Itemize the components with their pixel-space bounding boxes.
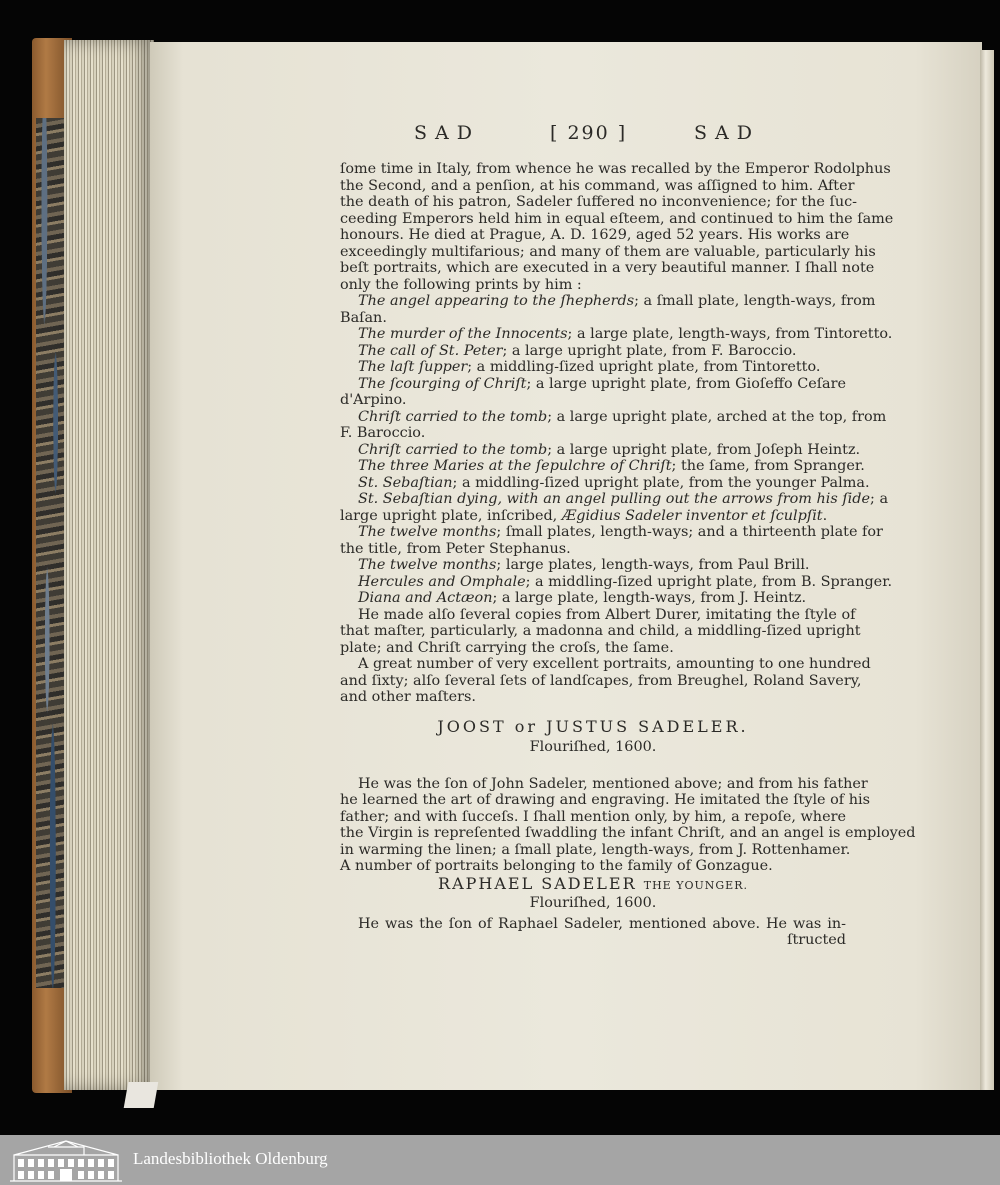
page-edges bbox=[64, 40, 154, 1090]
text-line: The murder of the Innocents; a large plate, length-ways, from Tintoretto. bbox=[358, 326, 893, 342]
text-line: he learned the art of drawing and engraving. He imitated the ſtyle of his bbox=[340, 792, 870, 809]
text-line: A number of portraits belonging to the family of Gonzague. bbox=[340, 858, 773, 874]
text-line: The twelve months; ſmall plates, length-ways; and a thirteenth plate for bbox=[358, 524, 883, 540]
text-line: d'Arpino. bbox=[340, 392, 407, 408]
library-name: Landesbibliothek Oldenburg bbox=[133, 1149, 328, 1168]
text-line: The laſt ſupper; a middling-ſized upright plate, from Tintoretto. bbox=[358, 359, 821, 375]
text-line: He was the ſon of John Sadeler, mentioned above; and from his father bbox=[358, 776, 868, 792]
text-line: that maſter, particularly, a madonna and child, a middling-ſized upright bbox=[340, 623, 861, 639]
text-line: Chriſt carried to the tomb; a large upright plate, arched at the top, from bbox=[358, 408, 887, 425]
text-line: large upright plate, inſcribed, Ægidius Sadeler inventor et ſculpſit. bbox=[340, 507, 828, 524]
text-line: St. Sebaſtian; a middling-ſized upright plate, from the younger Palma. bbox=[358, 474, 870, 491]
text-line: only the following prints by him : bbox=[340, 276, 582, 293]
text-line: the Virgin is repreſented ſwaddling the infant Chriſt, and an angel is employed bbox=[340, 825, 916, 842]
text-line: in warming the linen; a ſmall plate, length-ways, from J. Rottenhamer. bbox=[340, 841, 851, 858]
text-line: ceeding Emperors held him in equal eſteem, and continued to him the ſame bbox=[340, 210, 894, 227]
paper-marker bbox=[124, 1082, 159, 1108]
heading-joost-sadeler: JOOST or JUSTUS SADELER. bbox=[437, 717, 749, 736]
text-line: the title, from Peter Stephanus. bbox=[340, 540, 571, 557]
heading-raphael-suffix: THE YOUNGER. bbox=[643, 879, 748, 892]
text-line: plate; and Chriſt carrying the croſs, the ſame. bbox=[340, 639, 674, 656]
heading-raphael-sadeler bbox=[340, 874, 846, 893]
text-line: The ſcourging of Chriſt; a large upright plate, from Gioſeffo Ceſare bbox=[358, 375, 847, 392]
text-line: Diana and Actæon; a large plate, length-ways, from J. Heintz. bbox=[358, 590, 807, 606]
text-line: A great number of very excellent portraits, amounting to one hundred bbox=[358, 656, 871, 672]
text-line: exceedingly multifarious; and many of them are valuable, particularly his bbox=[340, 243, 876, 260]
text-line: the death of his patron, Sadeler ſuffered no inconvenience; for the ſuc- bbox=[340, 194, 858, 210]
text-line: The three Maries at the ſepulchre of Chriſt; the ſame, from Spranger. bbox=[358, 458, 865, 474]
text-line: F. Baroccio. bbox=[340, 425, 426, 441]
page-number: [ 290 ] bbox=[550, 122, 628, 144]
running-head-left: SAD bbox=[414, 122, 480, 144]
text-line: honours. He died at Prague, A. D. 1629, aged 52 years. His works are bbox=[340, 227, 850, 243]
text-line: St. Sebaſtian dying, with an angel pulling out the arrows from his ſide bbox=[358, 491, 871, 507]
text-line: and ſixty; alſo ſeveral ſets of landſcapes, from Breughel, Roland Savery, bbox=[340, 672, 862, 689]
facing-page-edge bbox=[980, 50, 994, 1090]
library-building-icon bbox=[8, 1137, 124, 1183]
text-line: ſome time in Italy, from whence he was recalled by the Emperor Rodolphus bbox=[340, 161, 891, 177]
text-line: the Second, and a penſion, at his command, was aſſigned to him. After bbox=[340, 177, 855, 194]
subheading-raphael-flourished: Flouriſhed, 1600. bbox=[529, 895, 657, 911]
text-line: beſt portraits, which are executed in a very beautiful manner. I ſhall note bbox=[340, 260, 875, 276]
text-line: Hercules and Omphale; a middling-ſized upright plate, from B. Spranger. bbox=[358, 573, 893, 590]
text-line: He was the ſon of Raphael Sadeler, mentioned above. He was in- bbox=[358, 916, 846, 932]
catchword: ſtructed bbox=[787, 932, 846, 948]
text-line: The twelve months; large plates, length-ways, from Paul Brill. bbox=[358, 557, 810, 573]
text-line: The call of St. Peter; a large upright plate, from F. Baroccio. bbox=[358, 342, 797, 359]
footer-bar bbox=[0, 1135, 1000, 1185]
subheading-joost-flourished: Flouriſhed, 1600. bbox=[529, 739, 657, 755]
running-head-right: SAD bbox=[694, 122, 760, 144]
running-head bbox=[410, 122, 770, 146]
text-line: He made alſo ſeveral copies from Albert Durer, imitating the ſtyle of bbox=[358, 606, 856, 623]
marbled-endpaper bbox=[36, 118, 64, 988]
text-line: Baſan. bbox=[340, 309, 387, 326]
heading-raphael-title: RAPHAEL SADELER bbox=[438, 874, 637, 893]
text-line: The angel appearing to the ſhepherds; a ſmall plate, length-ways, from bbox=[358, 293, 876, 309]
text-line: and other maſters. bbox=[340, 689, 477, 705]
text-line: father; and with ſucceſs. I ſhall mention only, by him, a repoſe, where bbox=[340, 808, 846, 825]
text-line: Chriſt carried to the tomb; a large upright plate, from Joſeph Heintz. bbox=[358, 441, 861, 458]
